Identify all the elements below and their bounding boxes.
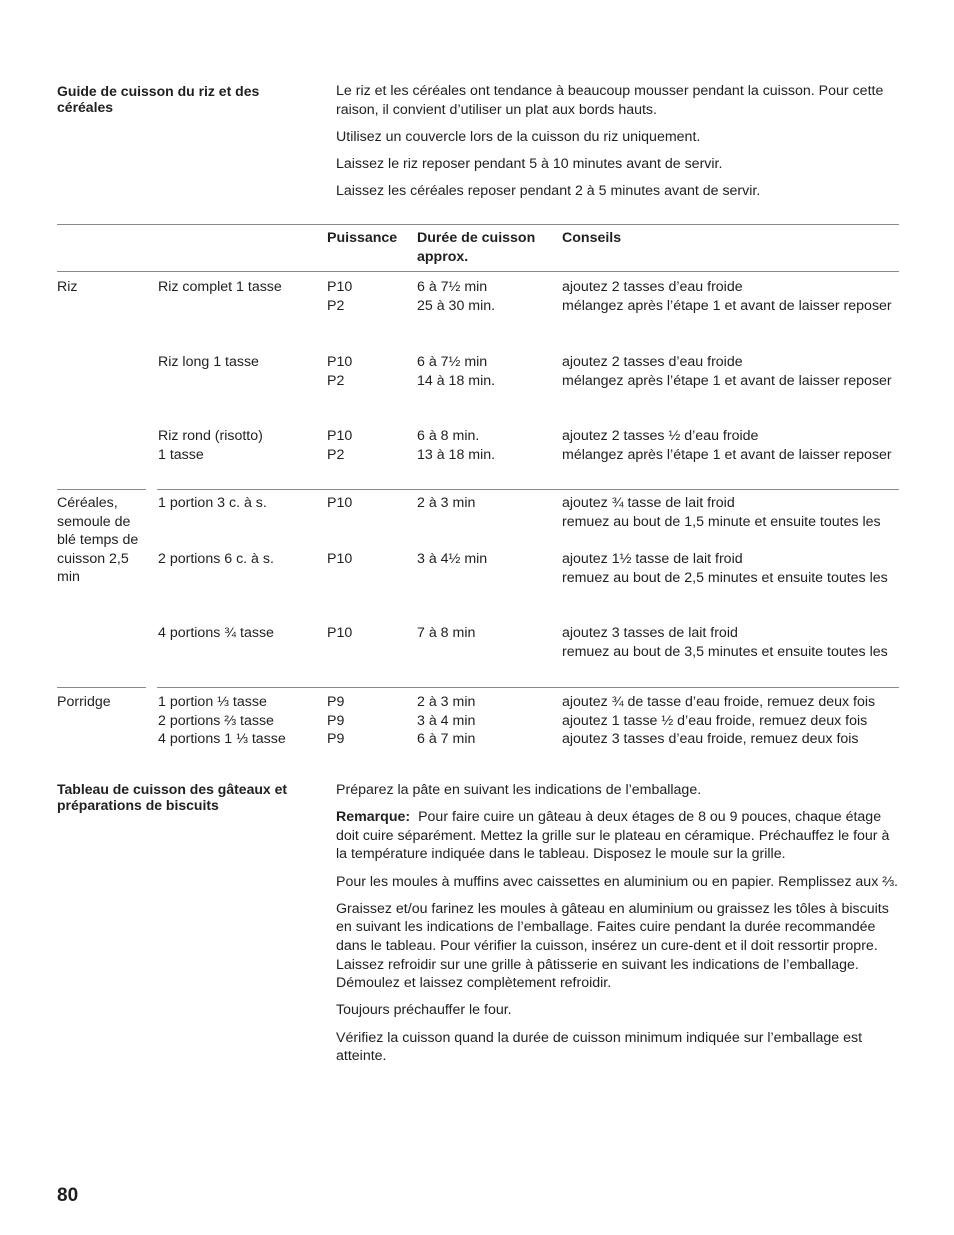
cell-item-line: 2 portions 6 c. à s.: [158, 551, 274, 567]
table-top-rule: [57, 224, 899, 225]
cell-time-line: 7 à 8 min: [417, 625, 476, 641]
cake-body: [336, 781, 900, 1074]
cell-item: [158, 624, 274, 643]
cell-power: [327, 693, 344, 749]
cell-time: [417, 278, 495, 315]
cake-remark: [336, 808, 900, 864]
cell-tips-line: mélangez après l’étape 1 et avant de laisser reposer: [562, 446, 892, 463]
cake-section-title: Tableau de cuisson des gâteaux et préparations de biscuits: [57, 781, 288, 813]
cell-tips-line: mélangez après l’étape 1 et avant de laisser reposer: [562, 297, 892, 314]
group-label-line: blé temps de: [57, 532, 139, 549]
cell-power: [327, 494, 352, 513]
group-label-line: cuisson 2,5: [57, 550, 129, 567]
cell-tips: [562, 693, 896, 749]
group-label: [57, 494, 138, 587]
cell-power-line: P9: [327, 712, 345, 729]
cell-time: [417, 693, 475, 749]
cell-item: [158, 278, 282, 297]
cell-power-line: P10: [327, 495, 353, 511]
cell-time-line: 25 à 30 min.: [417, 297, 496, 314]
cell-tips-line: ajoutez ¾ de tasse d’eau froide, remuez deux fois: [562, 694, 876, 710]
cell-time: [417, 624, 475, 643]
cell-power: [327, 427, 352, 464]
cake-paragraph: Préparez la pâte en suivant les indications de l’emballage.: [336, 782, 702, 798]
rice-paragraph: Laissez les céréales reposer pendant 2 à 5 minutes avant de servir.: [336, 183, 761, 200]
cell-item-line: 2 portions ⅔ tasse: [158, 712, 274, 729]
rice-paragraph: Laissez le riz reposer pendant 5 à 10 minutes avant de servir.: [336, 155, 723, 172]
remark-text: Pour faire cuire un gâteau à deux étages de 8 ou 9 pouces, chaque étage doit cuire séparément. Mettez la grille sur le plateau en céramique. Préchauffez le four à la température indiquée dans le tableau. Disposez le moule sur la grille.: [336, 809, 890, 863]
rice-intro: [336, 82, 898, 209]
cell-tips-line: ajoutez 3 tasses de lait froid: [562, 625, 738, 641]
cell-power: [327, 278, 352, 315]
group-rule-left: [57, 687, 146, 688]
cell-time-line: 2 à 3 min: [417, 694, 476, 710]
group-rule-left: [57, 489, 146, 490]
group-label-line: Riz: [57, 279, 78, 295]
cell-time: [417, 550, 487, 569]
cell-item-line: 1 tasse: [158, 446, 204, 463]
cell-tips-line: ajoutez 1 tasse ½ d’eau froide, remuez deux fois: [562, 712, 868, 729]
cell-tips: [562, 427, 896, 464]
cell-item-line: Riz complet 1 tasse: [158, 279, 282, 295]
header-duree: [417, 229, 535, 266]
cell-time-line: 6 à 8 min.: [417, 428, 480, 444]
cell-item-line: 1 portion 3 c. à s.: [158, 495, 267, 511]
header-duree-line2: approx.: [417, 248, 469, 265]
cell-tips-line: ajoutez 1½ tasse de lait froid: [562, 551, 743, 567]
cell-tips: [562, 550, 896, 587]
header-puissance: Puissance: [327, 230, 398, 246]
cell-tips: [562, 494, 896, 531]
cell-tips-line: ajoutez 2 tasses ½ d’eau froide: [562, 428, 759, 444]
cell-tips-line: remuez au bout de 3,5 minutes et ensuite toutes les: [562, 643, 888, 660]
cake-paragraph: Pour les moules à muffins avec caissettes en aluminium ou en papier. Remplissez aux ⅔.: [336, 873, 898, 890]
cell-time-line: 6 à 7½ min: [417, 354, 488, 370]
cell-item-line: Riz rond (risotto): [158, 428, 263, 444]
cell-time-line: 6 à 7½ min: [417, 279, 488, 295]
cell-time-line: 2 à 3 min: [417, 495, 476, 511]
cell-power-line: P9: [327, 731, 345, 748]
group-label-line: semoule de: [57, 513, 131, 530]
header-conseils: Conseils: [562, 230, 622, 246]
cell-time: [417, 427, 495, 464]
cell-power: [327, 353, 352, 390]
group-label: [57, 693, 111, 712]
rice-paragraph: Utilisez un couvercle lors de la cuisson du riz uniquement.: [336, 128, 701, 145]
rice-section-title: Guide de cuisson du riz et des céréales: [57, 83, 260, 115]
page-number: 80: [57, 1185, 79, 1206]
cell-power-line: P10: [327, 551, 353, 567]
cell-time-line: 3 à 4½ min: [417, 551, 488, 567]
cell-power-line: P10: [327, 354, 353, 370]
cake-paragraph: Graissez et/ou farinez les moules à gâteau en aluminium ou graissez les tôles à biscuits en suivant les indications de l’emballage. Faites cuire pendant la durée recommandée dans le tableau. Pour vérifier la cuisson, insérez un cure-dent et il doit ressortir propre. Laissez refroidir sur une grille à pâtisserie en suivant les indications de l’emballage. Démoulez et laissez complètement refroidir.: [336, 900, 889, 992]
cell-item: [158, 693, 286, 749]
group-label-line: Céréales,: [57, 495, 118, 511]
cell-power-line: P10: [327, 279, 353, 295]
group-label-line: min: [57, 569, 80, 586]
cell-power-line: P10: [327, 625, 353, 641]
header-duree-line1: Durée de cuisson: [417, 230, 536, 246]
cell-tips-line: ajoutez ¾ tasse de lait froid: [562, 495, 735, 511]
cell-item-line: 4 portions ¾ tasse: [158, 625, 274, 641]
cell-tips: [562, 624, 896, 661]
cell-power-line: P2: [327, 446, 345, 463]
cell-item-line: 4 portions 1 ⅓ tasse: [158, 731, 286, 748]
cell-tips: [562, 353, 896, 390]
cell-power-line: P2: [327, 372, 345, 389]
cell-power-line: P9: [327, 694, 345, 710]
header-bottom-rule: [57, 271, 899, 272]
cake-paragraph: Toujours préchauffer le four.: [336, 1002, 512, 1019]
cell-time-line: 3 à 4 min: [417, 712, 476, 729]
group-rule-right: [157, 489, 899, 490]
cake-paragraph: Vérifiez la cuisson quand la durée de cuisson minimum indiquée sur l’emballage est atteinte.: [336, 1029, 863, 1065]
group-label: [57, 278, 78, 297]
cell-item: [158, 427, 263, 464]
remark-label: Remarque:: [336, 809, 411, 826]
cell-tips-line: mélangez après l’étape 1 et avant de laisser reposer: [562, 372, 892, 389]
cell-power-line: P10: [327, 428, 353, 444]
cell-tips-line: ajoutez 2 tasses d’eau froide: [562, 279, 743, 295]
group-rule-right: [157, 687, 899, 688]
cell-time: [417, 353, 495, 390]
rice-paragraph: Le riz et les céréales ont tendance à beaucoup mousser pendant la cuisson. Pour cette raison, il convient d’utiliser un plat aux bords hauts.: [336, 83, 884, 118]
cell-time-line: 6 à 7 min: [417, 731, 476, 748]
cell-time-line: 13 à 18 min.: [417, 446, 496, 463]
cell-power: [327, 624, 352, 643]
cell-item-line: Riz long 1 tasse: [158, 354, 259, 370]
cell-tips-line: remuez au bout de 2,5 minutes et ensuite toutes les: [562, 569, 888, 586]
cell-item: [158, 494, 267, 513]
cell-tips-line: ajoutez 3 tasses d’eau froide, remuez deux fois: [562, 731, 859, 748]
cell-item: [158, 353, 259, 372]
group-label-line: Porridge: [57, 694, 111, 710]
cell-time: [417, 494, 475, 513]
cell-item-line: 1 portion ⅓ tasse: [158, 694, 267, 710]
cell-power: [327, 550, 352, 569]
cell-tips: [562, 278, 896, 315]
cell-tips-line: ajoutez 2 tasses d’eau froide: [562, 354, 743, 370]
cell-time-line: 14 à 18 min.: [417, 372, 496, 389]
cell-item: [158, 550, 274, 569]
cell-power-line: P2: [327, 297, 345, 314]
cell-tips-line: remuez au bout de 1,5 minute et ensuite toutes les: [562, 513, 881, 530]
